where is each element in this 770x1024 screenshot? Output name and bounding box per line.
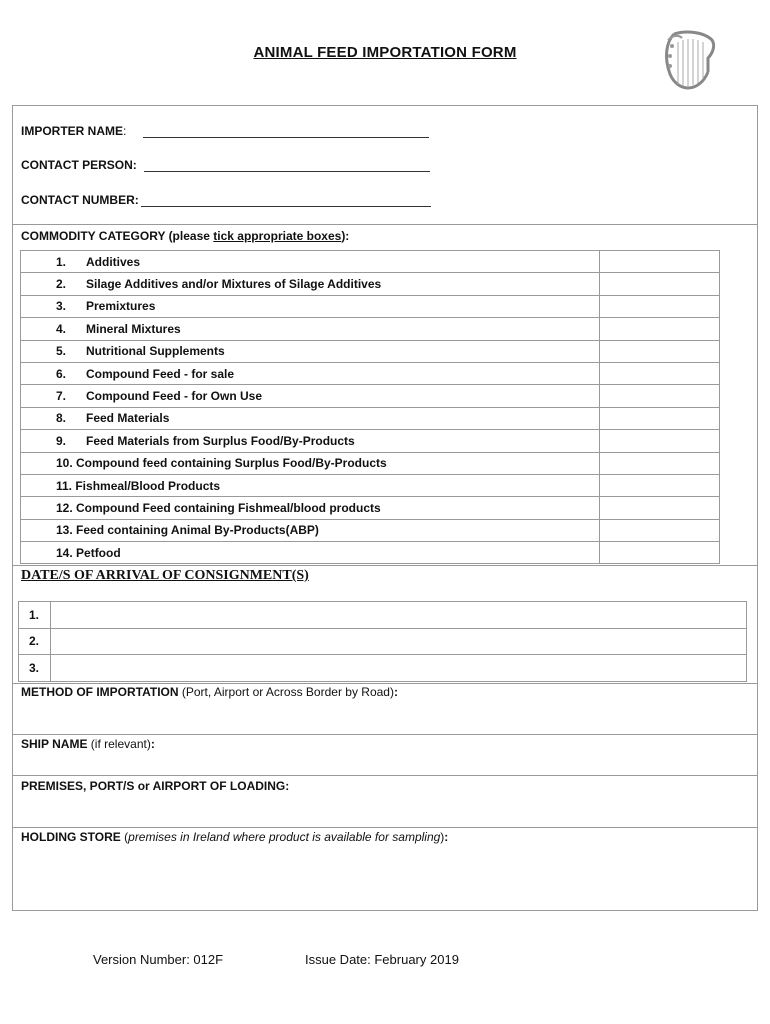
commodity-item-label: Additives: [86, 254, 141, 269]
ship-label: SHIP NAME: [21, 737, 88, 751]
contact-number-blank[interactable]: [141, 195, 431, 207]
commodity-row: [21, 474, 720, 496]
commodity-item: [21, 452, 600, 474]
commodity-row: [21, 295, 720, 317]
arrival-row: [19, 655, 747, 682]
holding-store-field[interactable]: [21, 830, 448, 844]
ship-hint: (if relevant): [87, 737, 151, 751]
commodity-item-label: Mineral Mixtures: [86, 321, 181, 336]
arrival-row-number: 1.: [19, 602, 51, 629]
form-box: [12, 105, 758, 911]
commodity-item: [21, 273, 600, 295]
commodity-item-label: Premixtures: [86, 299, 156, 314]
commodity-item: [21, 430, 600, 452]
commodity-item-number: 6.: [56, 366, 67, 381]
commodity-item: [21, 519, 600, 541]
contact-person-blank[interactable]: [144, 160, 430, 172]
commodity-tick-box[interactable]: [600, 542, 720, 564]
commodity-tick-box[interactable]: [600, 430, 720, 452]
method-colon: :: [393, 685, 398, 699]
holding-hint-open: (: [120, 830, 129, 844]
method-label: METHOD OF IMPORTATION: [21, 685, 179, 699]
commodity-row: [21, 385, 720, 407]
arrival-date-input[interactable]: [51, 602, 747, 629]
commodity-item: [21, 362, 600, 384]
commodity-tick-box[interactable]: [600, 407, 720, 429]
commodity-item: [21, 497, 600, 519]
arrival-row-number: 3.: [19, 655, 51, 682]
method-hint: (Port, Airport or Across Border by Road): [178, 685, 394, 699]
commodity-row: [21, 452, 720, 474]
ship-colon: :: [150, 737, 155, 751]
commodity-item-label: 11. Fishmeal/Blood Products: [56, 478, 221, 493]
arrival-row: [19, 602, 747, 629]
commodity-item-number: 5.: [56, 344, 67, 359]
commodity-item: [21, 474, 600, 496]
commodity-item-label: 13. Feed containing Animal By-Products(ABP): [56, 523, 319, 538]
commodity-item-number: 2.: [56, 277, 67, 292]
commodity-tick-box[interactable]: [600, 474, 720, 496]
divider: [13, 224, 757, 225]
divider: [13, 683, 757, 684]
commodity-row: [21, 340, 720, 362]
commodity-item: [21, 542, 600, 564]
holding-colon: :: [444, 830, 449, 844]
commodity-item: [21, 385, 600, 407]
commodity-item-label: 14. Petfood: [56, 545, 121, 560]
contact-number-field[interactable]: [21, 193, 431, 207]
commodity-tick-box[interactable]: [600, 295, 720, 317]
arrival-heading: DATE/S OF ARRIVAL OF CONSIGNMENT(S): [21, 568, 309, 583]
commodity-row: [21, 273, 720, 295]
version-number: Version Number: 012F: [93, 952, 224, 967]
commodity-tick-box[interactable]: [600, 497, 720, 519]
commodity-item-number: 9.: [56, 433, 67, 448]
arrival-dates-table: [18, 601, 747, 682]
contact-person-label: CONTACT PERSON:: [21, 158, 137, 172]
commodity-tick-box[interactable]: [600, 273, 720, 295]
ship-name-field[interactable]: [21, 737, 155, 751]
arrival-date-input[interactable]: [51, 655, 747, 682]
divider: [13, 775, 757, 776]
contact-person-field[interactable]: [21, 158, 430, 172]
contact-number-label: CONTACT NUMBER:: [21, 193, 139, 207]
commodity-row: [21, 519, 720, 541]
commodity-item-number: 1.: [56, 254, 67, 269]
commodity-table: [20, 250, 720, 564]
holding-hint: premises in Ireland where product is available for sampling: [128, 830, 441, 844]
commodity-item-number: 3.: [56, 299, 67, 314]
issue-date: Issue Date: February 2019: [305, 952, 459, 967]
commodity-item-number: 7.: [56, 389, 67, 404]
commodity-item: [21, 251, 600, 273]
divider: [13, 734, 757, 735]
commodity-row: [21, 407, 720, 429]
commodity-tick-box[interactable]: [600, 519, 720, 541]
commodity-item-number: 8.: [56, 411, 67, 426]
premises-label: PREMISES, PORT/S or AIRPORT OF LOADING:: [21, 779, 290, 793]
premises-field[interactable]: [21, 779, 289, 793]
arrival-date-input[interactable]: [51, 628, 747, 655]
commodity-item-number: 4.: [56, 321, 67, 336]
holding-hint-close: ): [440, 830, 445, 844]
commodity-item-label: Feed Materials from Surplus Food/By-Products: [86, 433, 355, 448]
commodity-tick-box[interactable]: [600, 340, 720, 362]
importer-name-field[interactable]: [21, 124, 429, 138]
commodity-row: [21, 362, 720, 384]
commodity-row: [21, 542, 720, 564]
method-of-importation-field[interactable]: [21, 685, 398, 699]
commodity-item-label: 10. Compound feed containing Surplus Food/By-Products: [56, 456, 387, 471]
holding-label: HOLDING STORE: [21, 830, 121, 844]
commodity-tick-box[interactable]: [600, 318, 720, 340]
importer-name-colon: :: [123, 124, 127, 138]
commodity-tick-box[interactable]: [600, 385, 720, 407]
commodity-row: [21, 430, 720, 452]
commodity-item-label: Compound Feed - for Own Use: [86, 389, 262, 404]
commodity-tick-box[interactable]: [600, 452, 720, 474]
commodity-row: [21, 251, 720, 273]
commodity-label-suffix: ):: [341, 229, 350, 243]
commodity-tick-box[interactable]: [600, 362, 720, 384]
arrival-row: [19, 628, 747, 655]
arrival-row-number: 2.: [19, 628, 51, 655]
commodity-label-underlined: tick appropriate boxes: [213, 229, 342, 243]
commodity-item-label: Silage Additives and/or Mixtures of Silage Additives: [86, 277, 382, 292]
commodity-row: [21, 497, 720, 519]
commodity-category-label: [21, 229, 349, 243]
commodity-item: [21, 318, 600, 340]
commodity-item-label: Feed Materials: [86, 411, 170, 426]
harp-icon: [660, 28, 720, 92]
commodity-item: [21, 407, 600, 429]
importer-name-blank[interactable]: [143, 126, 429, 138]
commodity-item: [21, 340, 600, 362]
commodity-item-label: Nutritional Supplements: [86, 344, 225, 359]
commodity-row: [21, 318, 720, 340]
divider: [13, 827, 757, 828]
commodity-item-label: 12. Compound Feed containing Fishmeal/blood products: [56, 500, 381, 515]
importer-name-label: IMPORTER NAME: [21, 124, 123, 138]
commodity-item-label: Compound Feed - for sale: [86, 366, 235, 381]
commodity-item: [21, 295, 600, 317]
commodity-tick-box[interactable]: [600, 251, 720, 273]
form-title: ANIMAL FEED IMPORTATION FORM: [253, 44, 517, 61]
commodity-label-prefix: COMMODITY CATEGORY (please: [21, 229, 214, 243]
divider: [13, 565, 757, 566]
